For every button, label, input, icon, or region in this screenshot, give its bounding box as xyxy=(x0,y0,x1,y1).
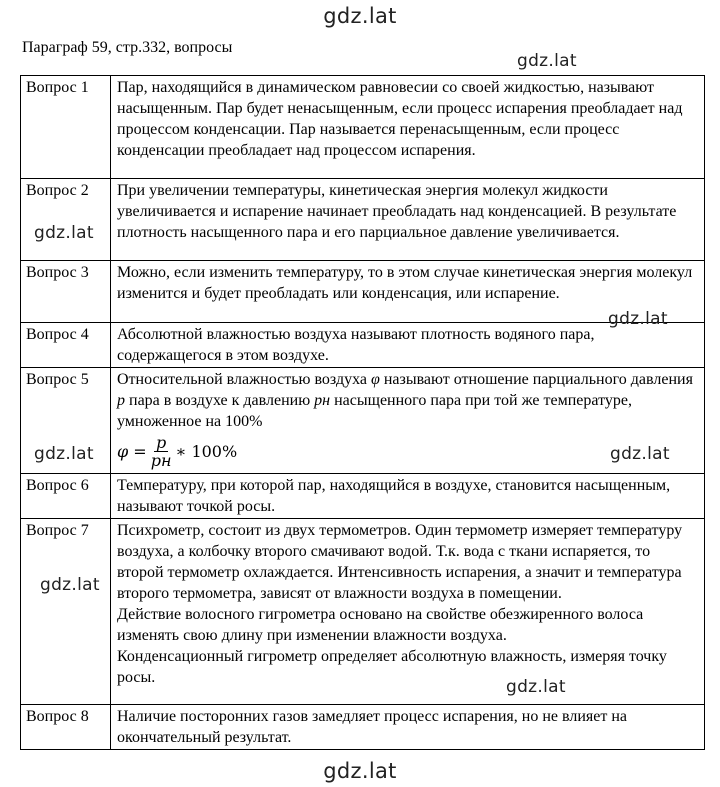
formula-numerator: p xyxy=(155,433,167,452)
watermark: gdz.lat xyxy=(34,444,94,464)
watermark: gdz.lat xyxy=(40,575,100,595)
formula-fraction xyxy=(151,434,172,469)
question-label: Вопрос 4 xyxy=(21,323,111,368)
table-row xyxy=(21,261,705,323)
answer-text: Можно, если изменить температуру, то в этом случае кинетическая энергия молекул изменится и будет преобладать или конденсация, или испарение. xyxy=(111,261,705,323)
question-label: Вопрос 5 xyxy=(21,368,111,474)
formula-lhs: φ = xyxy=(117,442,147,461)
question-label: Вопрос 3 xyxy=(21,261,111,323)
answer-text: Наличие посторонних газов замедляет процесс испарения, но не влияет на окончательный результат. xyxy=(111,705,705,750)
question-label: Вопрос 7 xyxy=(21,519,111,705)
watermark: gdz.lat xyxy=(608,309,668,329)
question-label: Вопрос 1 xyxy=(21,76,111,179)
table-row xyxy=(21,323,705,368)
table-row xyxy=(21,519,705,705)
question-label: Вопрос 2 xyxy=(21,179,111,261)
question-label: Вопрос 8 xyxy=(21,705,111,750)
formula-rhs: ∗ 100% xyxy=(175,442,238,461)
table-row xyxy=(21,76,705,179)
answer-text: При увеличении температуры, кинетическая энергия молекул жидкости увеличивается и испарение начинает преобладать над конденсацией. В результате плотность насыщенного пара и его парциальное давление увеличивается. xyxy=(111,179,705,261)
answer-text-part: насыщенного пара при той же температуре, умноженное на 100% xyxy=(117,392,632,430)
answer-text xyxy=(111,519,705,705)
answer-paragraph: Действие волосного гигрометра основано на свойстве обезжиренного волоса изменять свою длину при изменении влажности воздуха. xyxy=(117,606,644,644)
answer-text: Температуру, при которой пар, находящийся в воздухе, становится насыщенным, называют точкой росы. xyxy=(111,474,705,519)
pn-symbol: pн xyxy=(314,392,331,409)
watermark: gdz.lat xyxy=(34,223,94,243)
questions-table xyxy=(20,75,705,750)
question-label: Вопрос 6 xyxy=(21,474,111,519)
table-row xyxy=(21,705,705,750)
watermark-bottom: gdz.lat xyxy=(323,759,397,783)
table-row xyxy=(21,368,705,474)
answer-text: Пар, находящийся в динамическом равновесии со своей жидкостью, называют насыщенным. Пар будет ненасыщенным, если процесс испарения преобладает над процессом конденсации. Пар называется перенасыщенным, если процесс конденсации преобладает над процессом испарения. xyxy=(111,76,705,179)
table-row xyxy=(21,474,705,519)
answer-paragraph: Конденсационный гигрометр определяет абсолютную влажность, измеряя точку росы. xyxy=(117,648,667,686)
answer-text: Абсолютной влажностью воздуха называют плотность водяного пара, содержащегося в этом воздухе. xyxy=(111,323,705,368)
watermark: gdz.lat xyxy=(506,677,566,697)
table-row xyxy=(21,179,705,261)
answer-text-part: Относительной влажностью воздуха xyxy=(117,371,367,388)
page-heading: Параграф 59, стр.332, вопросы xyxy=(22,39,233,56)
watermark: gdz.lat xyxy=(610,444,670,464)
answer-text-part: называют отношение парциального давления xyxy=(383,371,693,388)
p-symbol: p xyxy=(117,392,125,409)
phi-symbol: φ xyxy=(370,371,380,388)
formula-denominator: pн xyxy=(150,451,172,470)
answer-text-part: пара в воздухе к давлению xyxy=(129,392,311,409)
answer-paragraph: Психрометр, состоит из двух термометров. Один термометр измеряет температуру воздуха, а колбочку второго смачивают водой. Т.к. вода с ткани испаряется, то второй термометр охлаждается. Интенсивность испарения, а значит и температура второго термометра, зависят от влажности воздуха в помещении. xyxy=(117,522,683,602)
watermark: gdz.lat xyxy=(517,51,577,71)
watermark-top: gdz.lat xyxy=(323,4,397,28)
